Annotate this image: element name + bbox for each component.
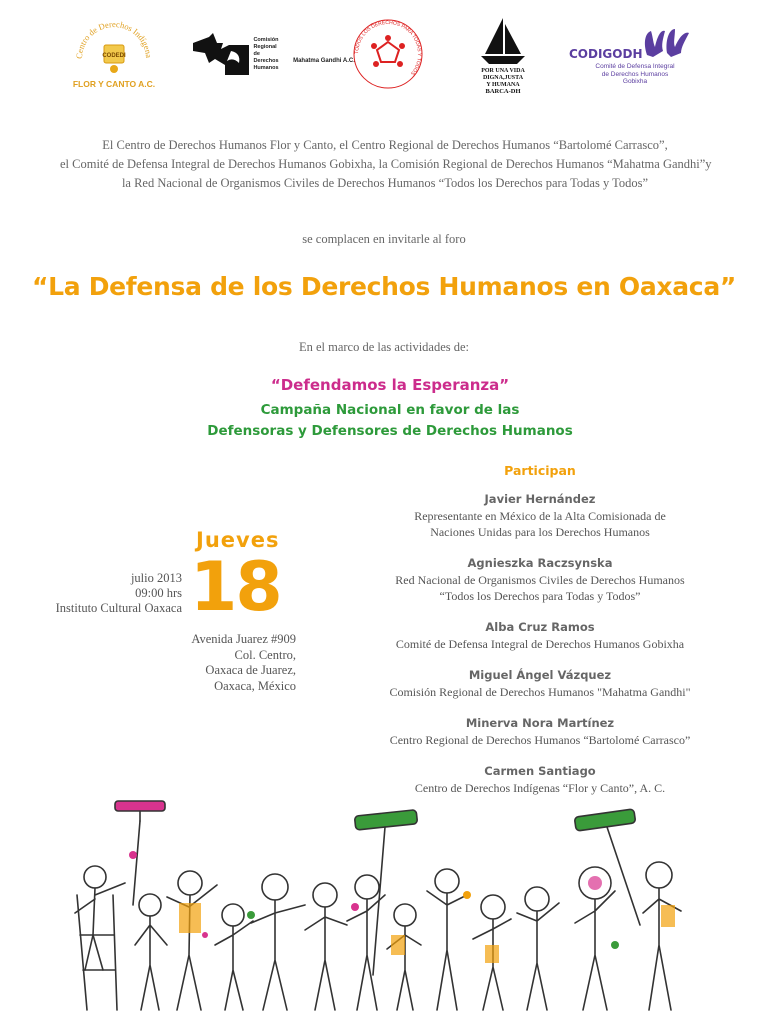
event-day-name: Jueves <box>196 528 280 552</box>
campaign-title: “Defendamos la Esperanza” <box>270 376 510 394</box>
codigodh-hands-icon <box>641 23 695 59</box>
codigodh-sub1: Comité de Defensa Integral <box>595 63 675 70</box>
participant-affiliation: Centro de Derechos Indígenas “Flor y Canto”, A. C. <box>414 781 666 795</box>
gandhi-text: Mahatma Gandhi A.C. <box>293 58 355 64</box>
barca-line3: Y HUMANA <box>486 82 520 88</box>
campaign-line-2: Defensoras y Defensores de Derechos Humanos <box>207 423 573 439</box>
participant-affiliation: “Todos los Derechos para Todas y Todos” <box>439 589 641 603</box>
intro-line-2: el Comité de Defensa Integral de Derechos Humanos Gobixha, la Comisión Regional de Derechos Humanos “Mahatma Gandhi”y <box>60 157 712 171</box>
barca-line4: BARCA-DH <box>485 88 521 94</box>
flor-y-canto-code: CODEDI <box>102 53 126 59</box>
participant-affiliation: Centro Regional de Derechos Humanos “Bartolomé Carrasco” <box>389 733 691 747</box>
campaign-line-1: Campaña Nacional en favor de las <box>260 402 520 418</box>
participants-section <box>340 462 740 810</box>
people-painting-illustration <box>55 795 715 1020</box>
participants-heading: Participan <box>504 463 576 478</box>
barca-line1: POR UNA VIDA <box>481 68 525 74</box>
participant-affiliation: Comité de Defensa Integral de Derechos Humanos Gobixha <box>395 637 685 651</box>
codigodh-sub3: Gobixha <box>622 78 648 85</box>
context-text: En el marco de las actividades de: <box>298 340 470 354</box>
todos-logo <box>350 14 426 94</box>
bartolome-text-3: de <box>253 50 260 57</box>
todos-ring-text: TODOS LOS DERECHOS PARA TODAS Y TODOS <box>353 19 423 77</box>
participant-affiliation: Representante en México de la Alta Comisionada de <box>414 509 666 523</box>
codigodh-logo <box>560 14 700 94</box>
bartolome-text-5: Humanos <box>253 64 279 71</box>
invite-text: se complacen en invitarle al foro <box>302 232 466 246</box>
participant-name: Minerva Nora Martínez <box>465 716 615 730</box>
participant-item <box>340 762 740 796</box>
participant-affiliation: Comisión Regional de Derechos Humanos "Mahatma Gandhi" <box>389 685 691 699</box>
flor-y-canto-ring-text: Centro de Derechos Indígena <box>73 18 155 60</box>
participant-affiliation: Naciones Unidas para los Derechos Humanos <box>430 525 650 539</box>
address-line-4: Oaxaca, México <box>214 678 296 693</box>
flor-y-canto-bottom-text: FLOR Y CANTO A.C. <box>72 79 156 89</box>
participant-item <box>340 490 740 540</box>
barca-logo <box>470 14 536 94</box>
address-line-2: Col. Centro, <box>234 647 296 662</box>
address-line-1: Avenida Juarez #909 <box>191 632 296 646</box>
event-time: 09:00 hrs <box>135 586 182 600</box>
codigodh-sub2: de Derechos Humanos <box>601 70 669 78</box>
participant-item <box>340 714 740 748</box>
address-line-3: Oaxaca de Juarez, <box>205 663 296 677</box>
participant-item <box>340 554 740 604</box>
bartolome-text-2: Regional <box>253 43 277 50</box>
participant-name: Miguel Ángel Vázquez <box>468 668 612 682</box>
participant-item <box>340 618 740 652</box>
intro-line-1: El Centro de Derechos Humanos Flor y Canto, el Centro Regional de Derechos Humanos “Bartolomé Carrasco”, <box>102 138 668 152</box>
event-date-info <box>56 571 182 616</box>
event-day-number: 18 <box>190 548 281 627</box>
bartolome-text-4: Derechos <box>253 57 279 64</box>
figures <box>75 862 681 1010</box>
bartolome-text-1: Comisión <box>253 36 279 43</box>
flor-y-canto-logo <box>66 14 162 94</box>
participant-affiliation: Red Nacional de Organismos Civiles de Derechos Humanos <box>395 573 685 587</box>
forum-title: “La Defensa de los Derechos Humanos en Oaxaca” <box>31 272 737 301</box>
participant-name: Agnieszka Raczsynska <box>467 556 613 570</box>
participant-name: Carmen Santiago <box>484 764 596 778</box>
event-address <box>176 632 296 694</box>
barca-line2: DIGNA,JUSTA <box>482 75 524 81</box>
event-month-year: julio 2013 <box>130 571 182 585</box>
svg-text:TODOS LOS DERECHOS PARA TODAS <box>354 20 422 77</box>
intro-paragraph <box>60 136 710 193</box>
participant-item <box>340 666 740 700</box>
event-venue: Instituto Cultural Oaxaca <box>55 601 182 615</box>
intro-line-3: la Red Nacional de Organismos Civiles de Derechos Humanos “Todos los Derechos para Todas y Todos” <box>121 176 649 190</box>
participant-name: Javier Hernández <box>484 492 596 506</box>
bartolome-logo <box>190 14 280 94</box>
codigodh-name: CODIGODH <box>569 47 643 61</box>
participant-name: Alba Cruz Ramos <box>485 620 595 634</box>
